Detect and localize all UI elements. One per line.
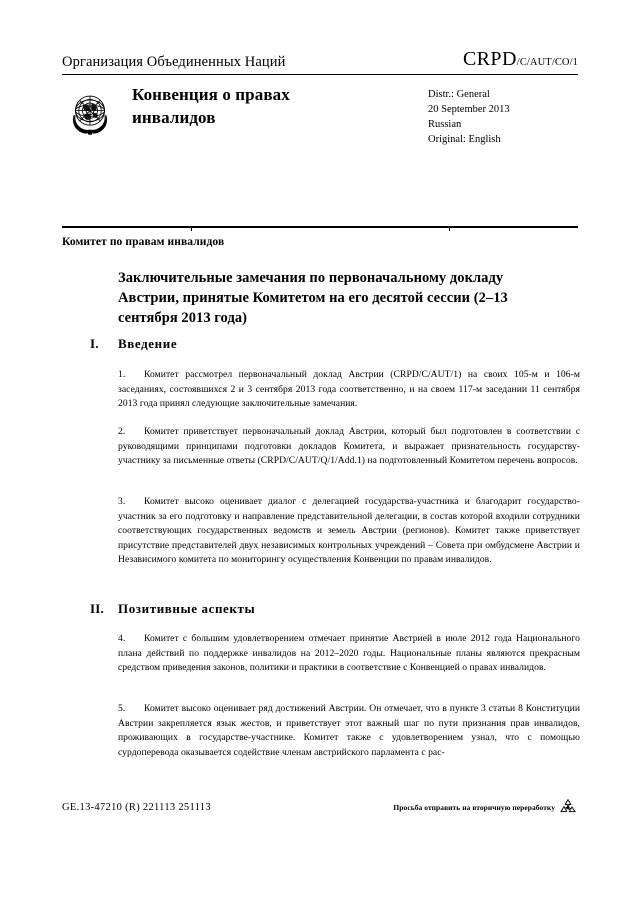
masthead-top-row (62, 48, 578, 74)
emblem-and-title (62, 84, 347, 148)
paragraph-text: Комитет высоко оценивает диалог с делегацией государства-участника и благодарит государство-участник за его подготовку и направление представительной делегации, в состав которой входили сотрудники соответствующих государственных ведомств и земель Австрии (регионов). Комитет также приветствует присутствие представителей двух независимых контрольных учреждений – Совета при омбудсмене Австрии и Независимого комитета по мониторингу осуществления Конвенции по правам инвалидов. (118, 496, 580, 566)
paragraph-text: Комитет рассмотрел первоначальный доклад Австрии (CRPD/C/AUT/1) на своих 105-м и 106-м заседаниях, состоявшихся 2 и 3 сентября 2013 года соответственно, и на своем 117-м заседании 11 сентября 2013 года принял следующие заключительные замечания. (118, 369, 580, 410)
section-label: Введение (118, 336, 178, 351)
section-divider (62, 226, 578, 230)
recycling-notice (393, 797, 578, 817)
document-symbol (463, 48, 578, 71)
page-title: Заключительные замечания по первоначальному докладу Австрии, принятые Комитетом на его десятой сессии (2–13 сентября 2013 года) (118, 270, 508, 326)
original-language: Original: English (428, 133, 501, 145)
section-heading-introduction (90, 336, 530, 352)
page-footer (62, 797, 578, 817)
paragraph-number: 4. (118, 633, 126, 644)
distribution-block (428, 84, 578, 148)
document-symbol-suffix: /C/AUT/CO/1 (516, 57, 578, 68)
divider-tick-left (191, 226, 192, 231)
section-numeral: II. (90, 601, 104, 616)
masthead-divider (62, 74, 578, 75)
paragraph-5 (118, 702, 580, 760)
document-language: Russian (428, 118, 462, 130)
paragraph-1 (118, 368, 580, 412)
paragraph-text: Комитет приветствует первоначальный доклад Австрии, который был подготовлен в соответствии с руководящими принципами подготовки докладов Комитета, и выражает признательность государству-участнику за письменные ответы (CRPD/C/AUT/Q/1/Add.1) на подготовленный Комитетом перечень вопросов. (118, 426, 580, 467)
paragraph-number: 2. (118, 426, 126, 437)
paragraph-4 (118, 632, 580, 676)
organization-name: Организация Объединенных Наций (62, 54, 286, 70)
paragraph-2 (118, 425, 580, 469)
paragraph-number: 1. (118, 369, 126, 380)
committee-name: Комитет по правам инвалидов (62, 236, 225, 248)
section-numeral: I. (90, 336, 99, 351)
ge-document-code: GE.13-47210 (R) 221113 251113 (62, 801, 211, 813)
un-emblem-icon (62, 86, 118, 142)
convention-title: Конвенция о правах инвалидов (132, 85, 290, 127)
section-heading-positive-aspects (90, 601, 530, 617)
recycling-notice-text: Просьба отправить на вторичную переработку (393, 802, 555, 812)
masthead (62, 48, 578, 148)
distribution-type: Distr.: General (428, 89, 490, 100)
distribution-date: 20 September 2013 (428, 103, 510, 115)
paragraph-text: Комитет с большим удовлетворением отмечает принятие Австрией в июле 2012 года Национального плана действий по поддержке инвалидов на 2012–2020 годы. Национальные планы являются прекрасным средством приведения законов, политики и практики в соответствие с Конвенцией о правах инвалидов. (118, 633, 580, 674)
section-label: Позитивные аспекты (118, 601, 256, 616)
paragraph-text: Комитет высоко оценивает ряд достижений Австрии. Он отмечает, что в пункте 3 статьи 8 Конституции Австрии закрепляется язык жестов, и приветствует этот важный шаг по пути признания прав инвалидов, проживающих в государстве-участнике. Комитет также с удовлетворением узнал, что с помощью сурдоперевода оказывается содействие членам австрийского парламента с рас- (118, 703, 580, 758)
recycle-icon (558, 797, 578, 817)
document-symbol-main: CRPD (462, 48, 517, 70)
divider-tick-right (449, 226, 450, 231)
paragraph-number: 3. (118, 496, 126, 507)
paragraph-3 (118, 495, 580, 568)
paragraph-number: 5. (118, 703, 126, 714)
masthead-body-row (62, 84, 578, 148)
